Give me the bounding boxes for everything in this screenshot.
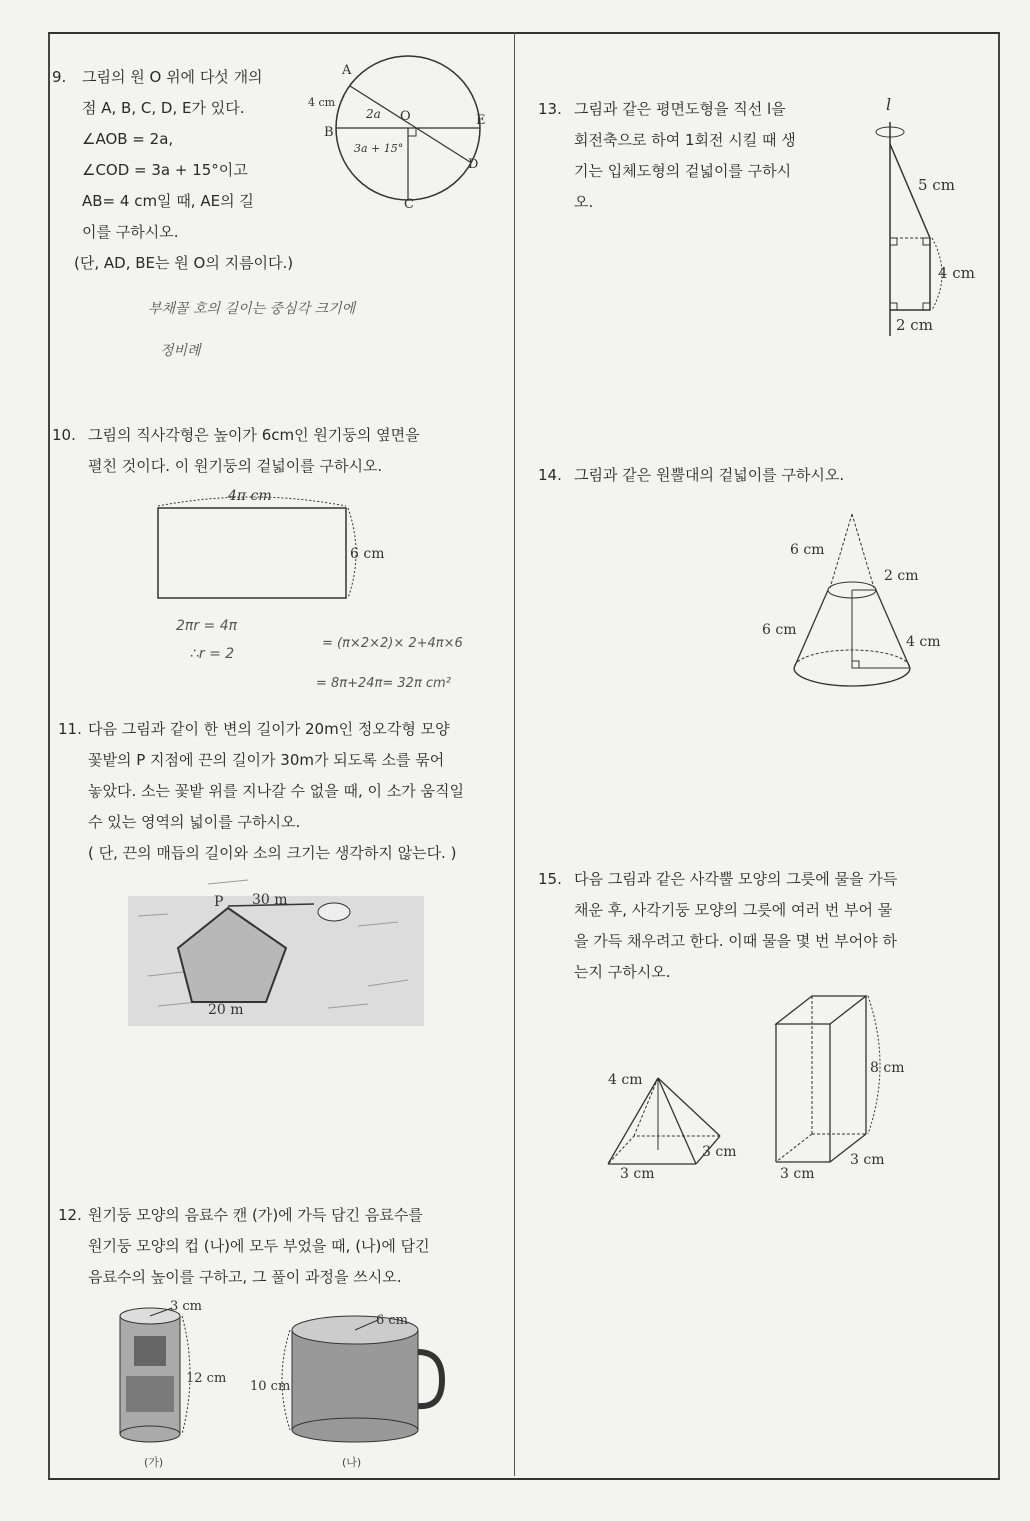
problem-text-line: 는지 구하시오. bbox=[574, 963, 671, 981]
problem-11 bbox=[52, 714, 512, 869]
problem-text-line: 원기둥 모양의 음료수 캔 (가)에 가득 담긴 음료수를 bbox=[88, 1206, 423, 1224]
problem-text-line: 수 있는 영역의 넓이를 구하시오. bbox=[88, 813, 301, 831]
problem-15 bbox=[538, 864, 988, 988]
problem-text-line: 오. bbox=[574, 193, 594, 211]
rope-length-label: 30 m bbox=[252, 892, 288, 908]
frustum-figure bbox=[760, 510, 960, 700]
problem-number: 13. bbox=[538, 100, 562, 118]
point-label: C bbox=[404, 197, 414, 212]
problem-text-line: 펼친 것이다. 이 원기둥의 겉넓이를 구하시오. bbox=[88, 457, 383, 475]
width-label: 4π cm bbox=[228, 488, 272, 504]
point-label: P bbox=[214, 894, 224, 910]
handwritten-work: ∴r = 2 bbox=[190, 646, 235, 662]
prism-figure bbox=[766, 990, 926, 1185]
problem-text-line: 원기둥 모양의 컵 (나)에 모두 부었을 때, (나)에 담긴 bbox=[88, 1237, 430, 1255]
prism-width-label: 3 cm bbox=[780, 1166, 815, 1182]
top-slant-label: 6 cm bbox=[790, 542, 825, 558]
problem-text-line: 점 A, B, C, D, E가 있다. bbox=[82, 99, 245, 117]
can-radius-label: 3 cm bbox=[170, 1299, 203, 1314]
point-label: B bbox=[324, 125, 334, 140]
problem-text-line: 꽃밭의 P 지점에 끈의 길이가 30m가 되도록 소를 묶어 bbox=[88, 751, 445, 769]
pyramid-width-label: 3 cm bbox=[620, 1166, 655, 1182]
problem-text-line: 다음 그림과 같은 사각뿔 모양의 그릇에 물을 가득 bbox=[574, 870, 898, 888]
circle-figure bbox=[300, 50, 500, 210]
point-label: E bbox=[476, 113, 486, 128]
problem-text-line: 회전축으로 하여 1회전 시킬 때 생 bbox=[574, 131, 796, 149]
problem-text-line: ∠COD = 3a + 15°이고 bbox=[82, 161, 248, 179]
problem-number: 9. bbox=[52, 68, 67, 86]
handwritten-work: 2πr = 4π bbox=[176, 618, 238, 634]
problem-text-line: AB= 4 cm일 때, AE의 길 bbox=[82, 192, 254, 210]
angle-label: 3a + 15° bbox=[354, 142, 404, 155]
problem-text-line: 기는 입체도형의 겉넓이를 구하시 bbox=[574, 162, 792, 180]
cup-height-label: 10 cm bbox=[250, 1379, 291, 1394]
handwritten-note: 정비례 bbox=[160, 343, 201, 359]
problem-number: 10. bbox=[52, 426, 76, 444]
pyramid-height-label: 4 cm bbox=[608, 1072, 643, 1088]
base-length-label: 2 cm bbox=[896, 316, 933, 334]
problem-text-line: (단, AD, BE는 원 O의 지름이다.) bbox=[74, 254, 294, 272]
side-length-label: 20 m bbox=[208, 1002, 244, 1018]
problem-text-line: 놓았다. 소는 꽃밭 위를 지나갈 수 없을 때, 이 소가 움직일 bbox=[88, 782, 464, 800]
problem-text-line: 을 가득 채우려고 한다. 이때 물을 몇 번 부어야 하 bbox=[574, 932, 897, 950]
problem-13 bbox=[538, 94, 858, 218]
problem-text-line: 그림과 같은 원뿔대의 겉넓이를 구하시오. bbox=[574, 466, 845, 484]
handwritten-work: = 8π+24π= 32π cm² bbox=[316, 676, 451, 691]
axis-label: l bbox=[886, 95, 892, 114]
problem-text-line: ∠AOB = 2a, bbox=[82, 130, 174, 148]
handwritten-work: = (π×2×2)× 2+4π×6 bbox=[322, 636, 463, 651]
problem-text-line: 그림의 원 O 위에 다섯 개의 bbox=[82, 68, 263, 86]
point-label: O bbox=[400, 109, 411, 124]
problem-text-line: 채운 후, 사각기둥 모양의 그릇에 여러 번 부어 물 bbox=[574, 901, 893, 919]
problem-number: 11. bbox=[58, 720, 82, 738]
pyramid-figure bbox=[600, 1060, 760, 1185]
rotation-figure bbox=[866, 92, 986, 338]
problem-14 bbox=[538, 460, 978, 491]
problem-number: 12. bbox=[58, 1206, 82, 1224]
arc-length-label: 4 cm bbox=[308, 96, 336, 109]
height-label: 4 cm bbox=[938, 264, 975, 282]
angle-label: 2a bbox=[366, 107, 381, 121]
problem-text-line: 다음 그림과 같이 한 변의 길이가 20m인 정오각형 모양 bbox=[88, 720, 450, 738]
can-height-label: 12 cm bbox=[186, 1371, 227, 1386]
figure-caption: (가) bbox=[144, 1456, 164, 1469]
problem-12 bbox=[52, 1200, 512, 1293]
point-label: D bbox=[468, 157, 479, 172]
cup-radius-label: 6 cm bbox=[376, 1313, 409, 1328]
prism-height-label: 8 cm bbox=[870, 1060, 905, 1076]
handwritten-note: 부채꼴 호의 길이는 중심각 크기에 bbox=[148, 301, 356, 317]
can-and-cup-figure bbox=[110, 1296, 450, 1466]
pyramid-depth-label: 3 cm bbox=[702, 1144, 737, 1160]
column-divider bbox=[514, 32, 515, 1476]
problem-number: 15. bbox=[538, 870, 562, 888]
bottom-slant-label: 6 cm bbox=[762, 622, 797, 638]
problem-text-line: 그림과 같은 평면도형을 직선 l을 bbox=[574, 100, 786, 118]
problem-text-line: 음료수의 높이를 구하고, 그 풀이 과정을 쓰시오. bbox=[88, 1268, 402, 1286]
rectangle-figure bbox=[150, 480, 410, 605]
problem-text-line: ( 단, 끈의 매듭의 길이와 소의 크기는 생각하지 않는다. ) bbox=[88, 844, 457, 862]
bottom-radius-label: 4 cm bbox=[906, 634, 941, 650]
slant-length-label: 5 cm bbox=[918, 176, 955, 194]
pentagon-figure bbox=[128, 876, 428, 1028]
problem-text-line: 이를 구하시오. bbox=[82, 223, 179, 241]
top-radius-label: 2 cm bbox=[884, 568, 919, 584]
problem-text-line: 그림의 직사각형은 높이가 6cm인 원기둥의 옆면을 bbox=[88, 426, 420, 444]
height-label: 6 cm bbox=[350, 546, 385, 562]
figure-caption: (나) bbox=[342, 1456, 362, 1469]
point-label: A bbox=[342, 63, 352, 78]
problem-number: 14. bbox=[538, 466, 562, 484]
prism-depth-label: 3 cm bbox=[850, 1152, 885, 1168]
problem-10 bbox=[52, 420, 512, 482]
